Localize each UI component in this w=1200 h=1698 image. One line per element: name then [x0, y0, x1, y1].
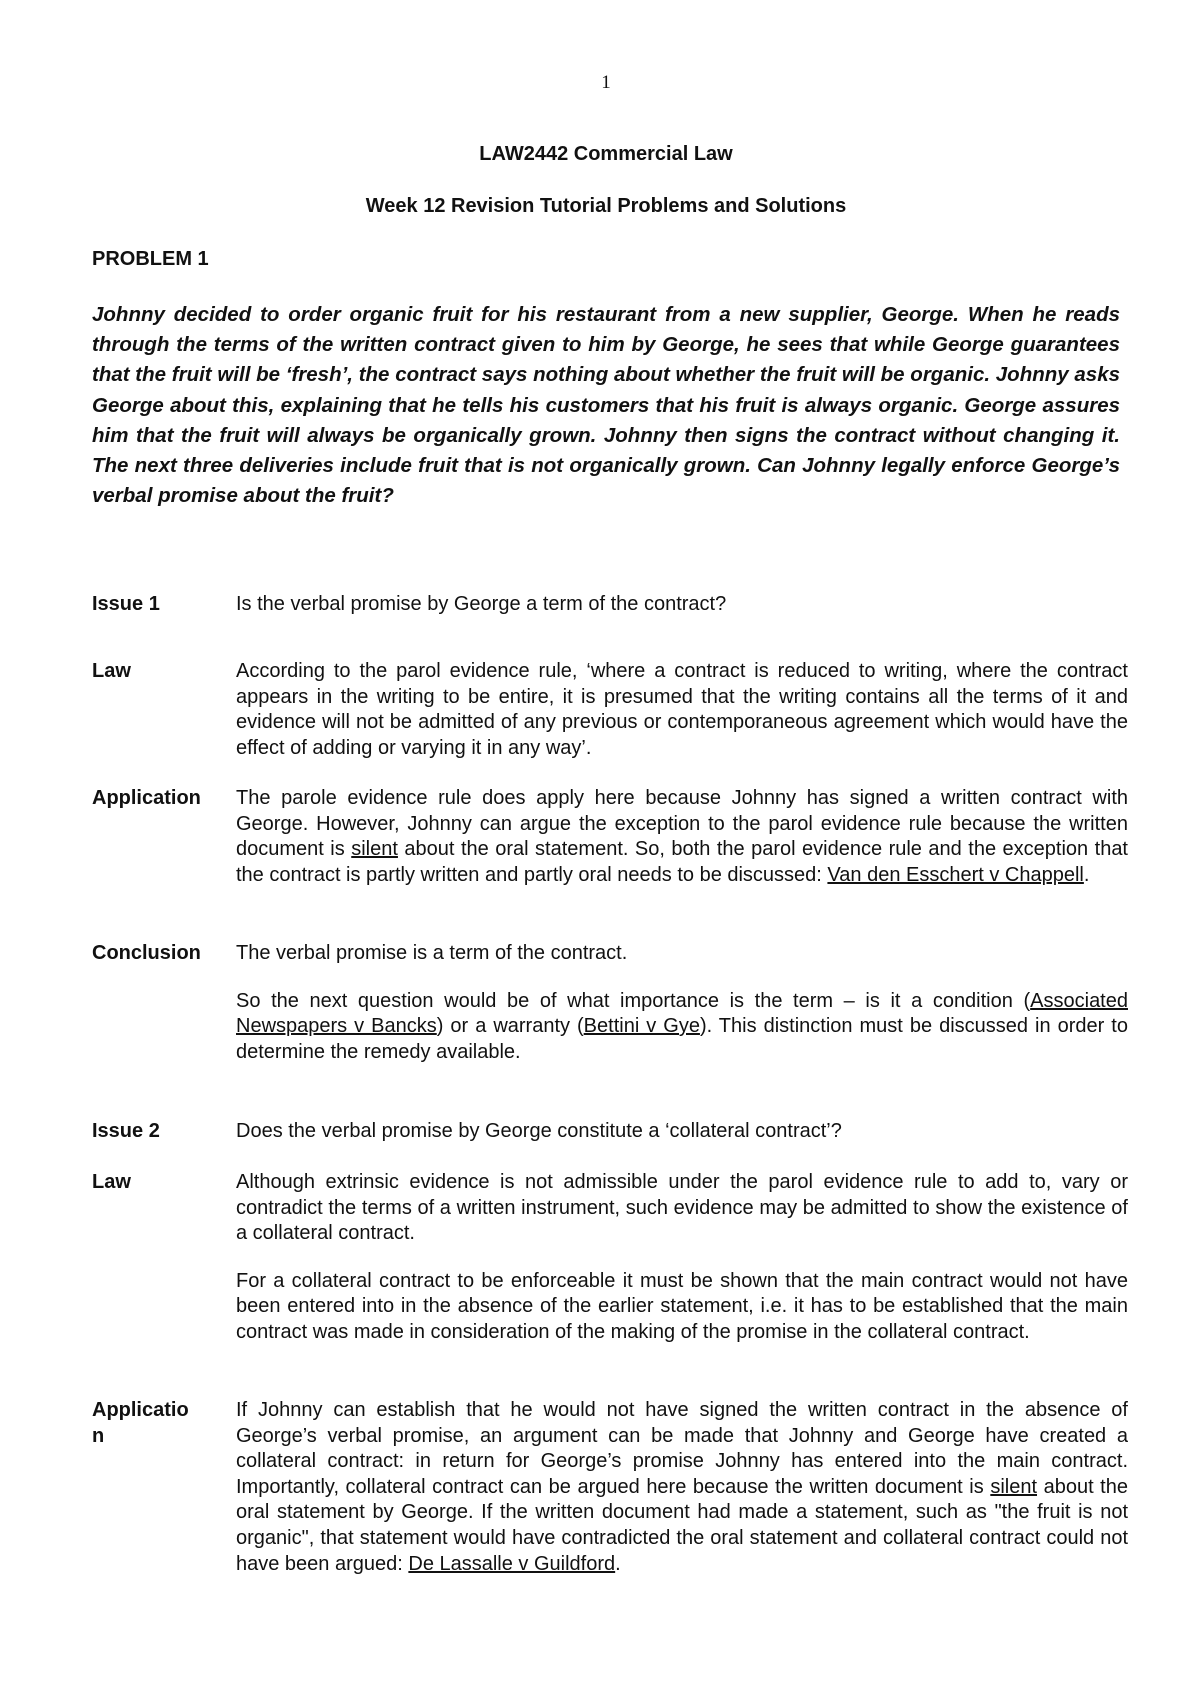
issue-2-law-text-2: For a collateral contract to be enforceable it must be shown that the main contract would not have been entered into in the absence of the earlier statement, i.e. it has to be established that the main contract was made in consideration of the making of the promise in the collateral contract.: [236, 1269, 1128, 1343]
issue-2-label: Issue 2: [92, 1120, 160, 1142]
conclusion-text-part: ). This distinction must be discussed in order to determine the remedy available.: [236, 1015, 1128, 1063]
issue-1-law-label: Law: [92, 660, 131, 682]
issue-1-law-text: According to the parol evidence rule, ‘where a contract is reduced to writing, where the contract appears in the writing to be entire, it is presumed that the writing contains all the terms of it and evidence will not be admitted of any previous or contemporaneous agreement which would have the effect of adding or varying it in any way’.: [236, 660, 1128, 759]
conclusion-text-part: ) or a warranty (: [436, 1015, 584, 1038]
issue-1-application-label: Application: [92, 787, 201, 809]
application-text-part: about the oral statement. So, both the parol evidence rule and the exception that the contract is partly written and partly oral needs to be discussed:: [236, 838, 1128, 886]
issue-1-conclusion-row: [92, 941, 1128, 1065]
issue-2-application-text: [236, 1398, 1128, 1577]
application-text-part: about the oral statement by George. If the written document had made a statement, such as "the fruit is not organic", that statement would have contradicted the oral statement and collateral contract could not have been argued:: [236, 1475, 1128, 1575]
issue-1-label: Issue 1: [92, 593, 160, 615]
issue-2-row: [92, 1119, 1128, 1145]
label-part: Applicatio: [92, 1399, 189, 1421]
case-citation: Van den Esschert v Chappell: [827, 863, 1084, 886]
issue-2-application-row: [92, 1398, 1128, 1577]
application-text-part: .: [615, 1552, 621, 1575]
emphasis-silent: silent: [351, 838, 398, 861]
issue-1-conclusion-followup: [236, 989, 1128, 1066]
application-text-part: The parole evidence rule does apply here because Johnny has signed a written contract with George. However, Johnny can argue the exception to the parol evidence rule because the written document is: [236, 787, 1128, 861]
document-title: LAW2442 Commercial Law: [479, 143, 733, 165]
case-citation: De Lassalle v Guildford: [408, 1552, 616, 1575]
application-text-part: .: [1083, 863, 1090, 886]
issue-1-text: Is the verbal promise by George a term of the contract?: [236, 593, 727, 615]
issue-1-row: [92, 592, 1128, 618]
issue-2-application-label: [92, 1398, 222, 1449]
issue-1-application-text: [236, 786, 1128, 888]
issue-2-law-text-1: Although extrinsic evidence is not admissible under the parol evidence rule to add to, vary or contradict the terms of a written instrument, such evidence may be admitted to show the existence of a collateral contract.: [236, 1171, 1128, 1245]
issue-1-conclusion-text: The verbal promise is a term of the contract.: [236, 942, 628, 964]
problem-heading: PROBLEM 1: [92, 248, 209, 270]
page-number: 1: [601, 72, 611, 93]
issue-1-law-row: [92, 659, 1128, 761]
issue-1-application-row: [92, 786, 1128, 888]
issue-2-text: Does the verbal promise by George constitute a ‘collateral contract’?: [236, 1120, 842, 1142]
document-subtitle: Week 12 Revision Tutorial Problems and Solutions: [365, 195, 847, 217]
issue-1-conclusion-label: Conclusion: [92, 942, 201, 964]
label-part: n: [92, 1424, 105, 1447]
case-citation: Associated Newspapers v Bancks: [236, 989, 1128, 1038]
conclusion-text-part: So the next question would be of what importance is the term – is it a condition (: [236, 989, 1031, 1012]
issue-2-law-row: [92, 1170, 1128, 1346]
issue-2-law-label: Law: [92, 1171, 131, 1193]
case-citation: Bettini v Gye: [583, 1015, 700, 1038]
problem-statement: Johnny decided to order organic fruit for his restaurant from a new supplier, George. When he reads through the terms of the written contract given to him by George, he sees that while George guarantees that the fruit will be ‘fresh’, the contract says nothing about whether the fruit will be organic. Johnny asks George about this, explaining that he tells his customers that his fruit is always organic. George assures him that the fruit will always be organically grown. Johnny then signs the contract without changing it. The next three deliveries include fruit that is not organically grown. Can Johnny legally enforce George’s verbal promise about the fruit?: [92, 303, 1120, 508]
application-text-part: If Johnny can establish that he would not have signed the written contract in the absence of George’s verbal promise, an argument can be made that Johnny and George have created a collateral contract: in return for George’s promise Johnny has entered into the main contract. Importantly, collateral contract can be argued here because the written document is: [236, 1399, 1128, 1498]
emphasis-silent: silent: [990, 1475, 1038, 1498]
